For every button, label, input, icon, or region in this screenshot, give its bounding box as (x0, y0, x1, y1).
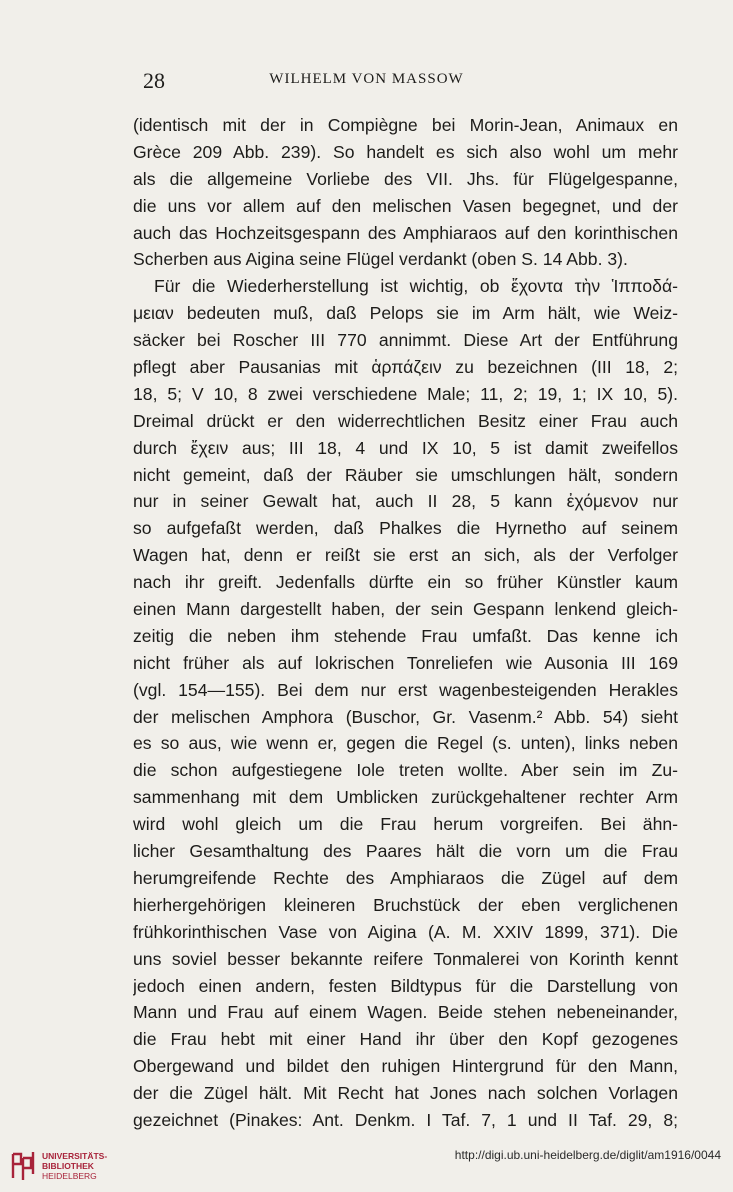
text-line: es so aus, wie wenn er, gegen die Regel (s. unten), links neben (133, 733, 678, 754)
text-line: Obergewand und bildet den ruhigen Hintergrund für den Mann, (133, 1056, 678, 1077)
text-line: frühkorinthischen Vase von Aigina (A. M. XXIV 1899, 371). Die (133, 921, 678, 942)
text-line: einen Mann dargestellt haben, der sein Gespann lenkend gleich- (133, 599, 678, 620)
permalink-url[interactable]: http://digi.ub.uni-heidelberg.de/diglit/am1916/0044 (454, 1148, 721, 1162)
text-line: so aufgefaßt werden, daß Phalkes die Hyrnetho auf seinem (133, 518, 678, 539)
text-line: Grèce 209 Abb. 239). So handelt es sich also wohl um mehr (133, 141, 678, 162)
text-line: Mann und Frau auf einem Wagen. Beide stehen nebeneinander, (133, 1002, 678, 1023)
text-line: die schon aufgestiegene Iole treten wollte. Aber sein im Zu- (133, 760, 678, 781)
text-line: pflegt aber Pausanias mit ἁρπάζειν zu bezeichnen (III 18, 2; (133, 357, 678, 378)
text-line: wird wohl gleich um die Frau herum vorgreifen. Bei ähn- (133, 814, 678, 835)
body-text (133, 112, 678, 1134)
logo-line-2: BIBLIOTHEK (42, 1161, 94, 1171)
text-line: Scherben aus Aigina seine Flügel verdankt (oben S. 14 Abb. 3). (133, 249, 628, 270)
text-line: nach ihr greift. Jedenfalls dürfte ein so früher Künstler kaum (133, 572, 678, 593)
text-line: herumgreifende Rechte des Amphiaraos die Zügel auf dem (133, 867, 678, 888)
logo-line-1: UNIVERSITÄTS- (42, 1151, 108, 1161)
text-line: 18, 5; V 10, 8 zwei verschiedene Male; 11, 2; 19, 1; IX 10, 5). (133, 383, 678, 404)
text-line: zeitig die neben ihm stehende Frau umfaßt. Das kenne ich (133, 625, 678, 646)
library-emblem-icon (9, 1150, 37, 1182)
logo-line-3: HEIDELBERG (42, 1171, 97, 1181)
text-line: jedoch einen andern, festen Bildtypus für die Darstellung von (133, 975, 678, 996)
text-line: nicht gemeint, daß der Räuber sie umschlungen hält, sondern (133, 464, 678, 485)
text-line: hierhergehörigen kleineren Bruchstück der eben verglichenen (133, 894, 678, 915)
text-line: Für die Wiederherstellung ist wichtig, ob ἔχοντα τὴν Ἱπποδά- (154, 276, 678, 297)
text-line: die uns vor allem auf den melischen Vasen begegnet, und der (133, 195, 678, 216)
running-head: WILHELM VON MASSOW (269, 71, 464, 87)
text-line: (identisch mit der in Compiègne bei Morin-Jean, Animaux en (133, 115, 678, 135)
text-line: μειαν bedeuten muß, daß Pelops sie im Arm hält, wie Weiz- (133, 303, 678, 324)
text-line: sammenhang mit dem Umblicken zurückgehaltener rechter Arm (133, 787, 678, 808)
text-line: durch ἔχειν aus; III 18, 4 und IX 10, 5 ist damit zweifellos (133, 437, 678, 458)
text-line: der melischen Amphora (Buschor, Gr. Vasenm.² Abb. 54) sieht (133, 706, 678, 727)
text-line: (vgl. 154—155). Bei dem nur erst wagenbesteigenden Herakles (133, 679, 678, 700)
library-logo[interactable] (9, 1146, 124, 1184)
text-line: nur in seiner Gewalt hat, auch II 28, 5 kann ἐχόμενον nur (133, 491, 678, 512)
text-line: die Frau hebt mit einer Hand ihr über den Kopf gezogenes (133, 1029, 678, 1050)
text-line: uns soviel besser bekannte reifere Tonmalerei von Korinth kennt (133, 948, 678, 969)
text-line: als die allgemeine Vorliebe des VII. Jhs. für Flügelgespanne, (133, 168, 678, 189)
text-line: nicht früher als auf lokrischen Tonreliefen wie Ausonia III 169 (133, 652, 678, 673)
text-line: Wagen hat, denn er reißt sie erst an sich, als der Verfolger (133, 545, 678, 566)
text-line: auch das Hochzeitsgespann des Amphiaraos auf den korinthischen (133, 222, 678, 243)
text-line: Dreimal drückt er den widerrechtlichen Besitz einer Frau auch (133, 410, 678, 431)
text-line: licher Gesamthaltung des Paares hält die vorn um die Frau (133, 841, 678, 862)
text-line: säcker bei Roscher III 770 annimmt. Diese Art der Entführung (133, 330, 678, 351)
page-number: 28 (143, 68, 165, 93)
text-line: der die Zügel hält. Mit Recht hat Jones nach solchen Vorlagen (133, 1083, 678, 1104)
text-line: gezeichnet (Pinakes: Ant. Denkm. I Taf. 7, 1 und II Taf. 29, 8; (133, 1109, 678, 1130)
